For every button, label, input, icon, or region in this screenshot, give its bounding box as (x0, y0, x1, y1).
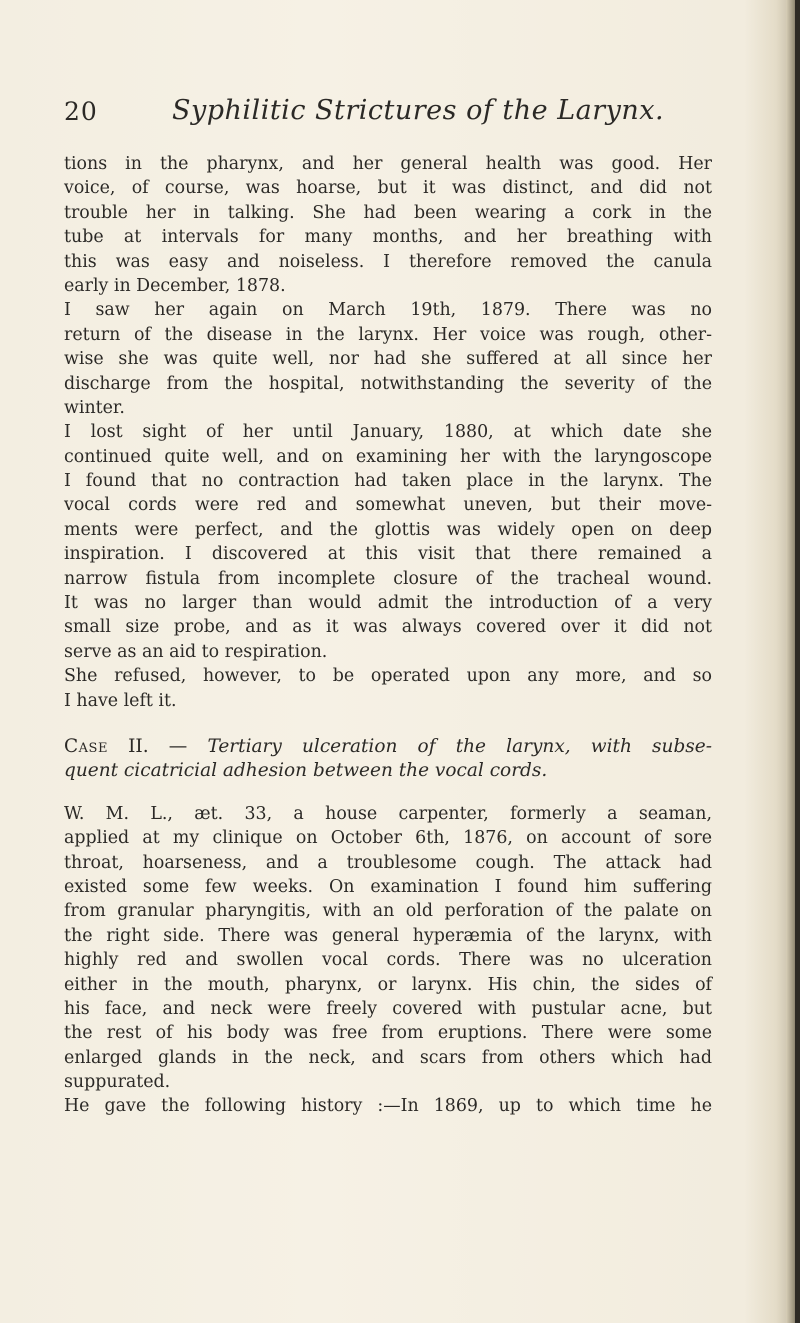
case-dash: — (148, 735, 208, 757)
paragraph-2 (64, 298, 712, 420)
text-line: voice, of course, was hoarse, but it was distinct, and did not (64, 178, 712, 199)
page-number: 20 (64, 97, 98, 126)
case-title-line-2: quent cicatricial adhesion between the vocal cords. (64, 760, 548, 782)
text-line: highly red and swollen vocal cords. There was no ulceration (64, 950, 712, 971)
paragraph-5 (64, 802, 712, 1095)
page-edge-shadow (786, 0, 800, 1323)
text-line: wise she was quite well, nor had she suffered at all since her (64, 349, 712, 370)
case-title-line-1: Tertiary ulceration of the larynx, with subse- (207, 735, 712, 757)
text-line: discharge from the hospital, notwithstanding the severity of the (64, 373, 712, 394)
text-line: the right side. There was general hyperæmia of the larynx, with (64, 925, 712, 946)
text-line: It was no larger than would admit the introduction of a very (64, 593, 712, 614)
text-line: suppurated. (64, 1072, 171, 1093)
page-header (64, 95, 744, 135)
text-line: the rest of his body was free from eruptions. There were some (64, 1023, 712, 1044)
case-label: Case (64, 735, 108, 757)
text-line: tube at intervals for many months, and her breathing with (64, 227, 712, 248)
case-heading (64, 735, 712, 784)
paragraph-1 (64, 152, 712, 298)
text-line: winter. (64, 397, 125, 418)
text-line: I found that no contraction had taken place in the larynx. The (64, 471, 712, 492)
text-line: enlarged glands in the neck, and scars from others which had (64, 1047, 712, 1068)
text-line: serve as an aid to respiration. (64, 641, 328, 662)
paragraph-4 (64, 664, 712, 713)
text-line: narrow fistula from incomplete closure of the tracheal wound. (64, 568, 712, 589)
spacer (64, 784, 712, 802)
text-line: applied at my clinique on October 6th, 1876, on account of sore (64, 828, 712, 849)
text-line: He gave the following history :—In 1869, up to which time he (64, 1096, 712, 1117)
text-line: either in the mouth, pharynx, or larynx. His chin, the sides of (64, 974, 712, 995)
text-line: trouble her in talking. She had been wearing a cork in the (64, 202, 712, 223)
case-number: II. (128, 735, 149, 757)
text-line: She refused, however, to be operated upon any more, and so (64, 666, 712, 687)
text-line: W. M. L., æt. 33, a house carpenter, formerly a seaman, (64, 803, 712, 824)
running-title: Syphilitic Strictures of the Larynx. (172, 95, 665, 126)
text-line: from granular pharyngitis, with an old perforation of the palate on (64, 901, 712, 922)
text-line: early in December, 1878. (64, 275, 286, 296)
text-line: continued quite well, and on examining her with the laryngoscope (64, 446, 712, 467)
text-line: I lost sight of her until January, 1880, at which date she (64, 422, 712, 443)
text-line: I have left it. (64, 690, 177, 711)
text-line: tions in the pharynx, and her general health was good. Her (64, 154, 712, 174)
paragraph-6 (64, 1094, 712, 1118)
text-line: return of the disease in the larynx. Her voice was rough, other- (64, 324, 712, 345)
text-line: ments were perfect, and the glottis was widely open on deep (64, 519, 712, 540)
text-line: his face, and neck were freely covered with pustular acne, but (64, 998, 712, 1019)
text-line: existed some few weeks. On examination I found him suffering (64, 876, 712, 897)
case-heading-line-1 (64, 735, 712, 759)
text-line: inspiration. I discovered at this visit that there remained a (64, 544, 712, 565)
text-line: this was easy and noiseless. I therefore removed the canula (64, 251, 712, 272)
paragraph-3 (64, 420, 712, 664)
text-line: small size probe, and as it was always covered over it did not (64, 617, 712, 638)
text-line: throat, hoarseness, and a troublesome cough. The attack had (64, 852, 712, 873)
text-line: I saw her again on March 19th, 1879. There was no (64, 300, 712, 321)
text-line: vocal cords were red and somewhat uneven, but their move- (64, 495, 712, 516)
body-text (64, 152, 712, 1119)
